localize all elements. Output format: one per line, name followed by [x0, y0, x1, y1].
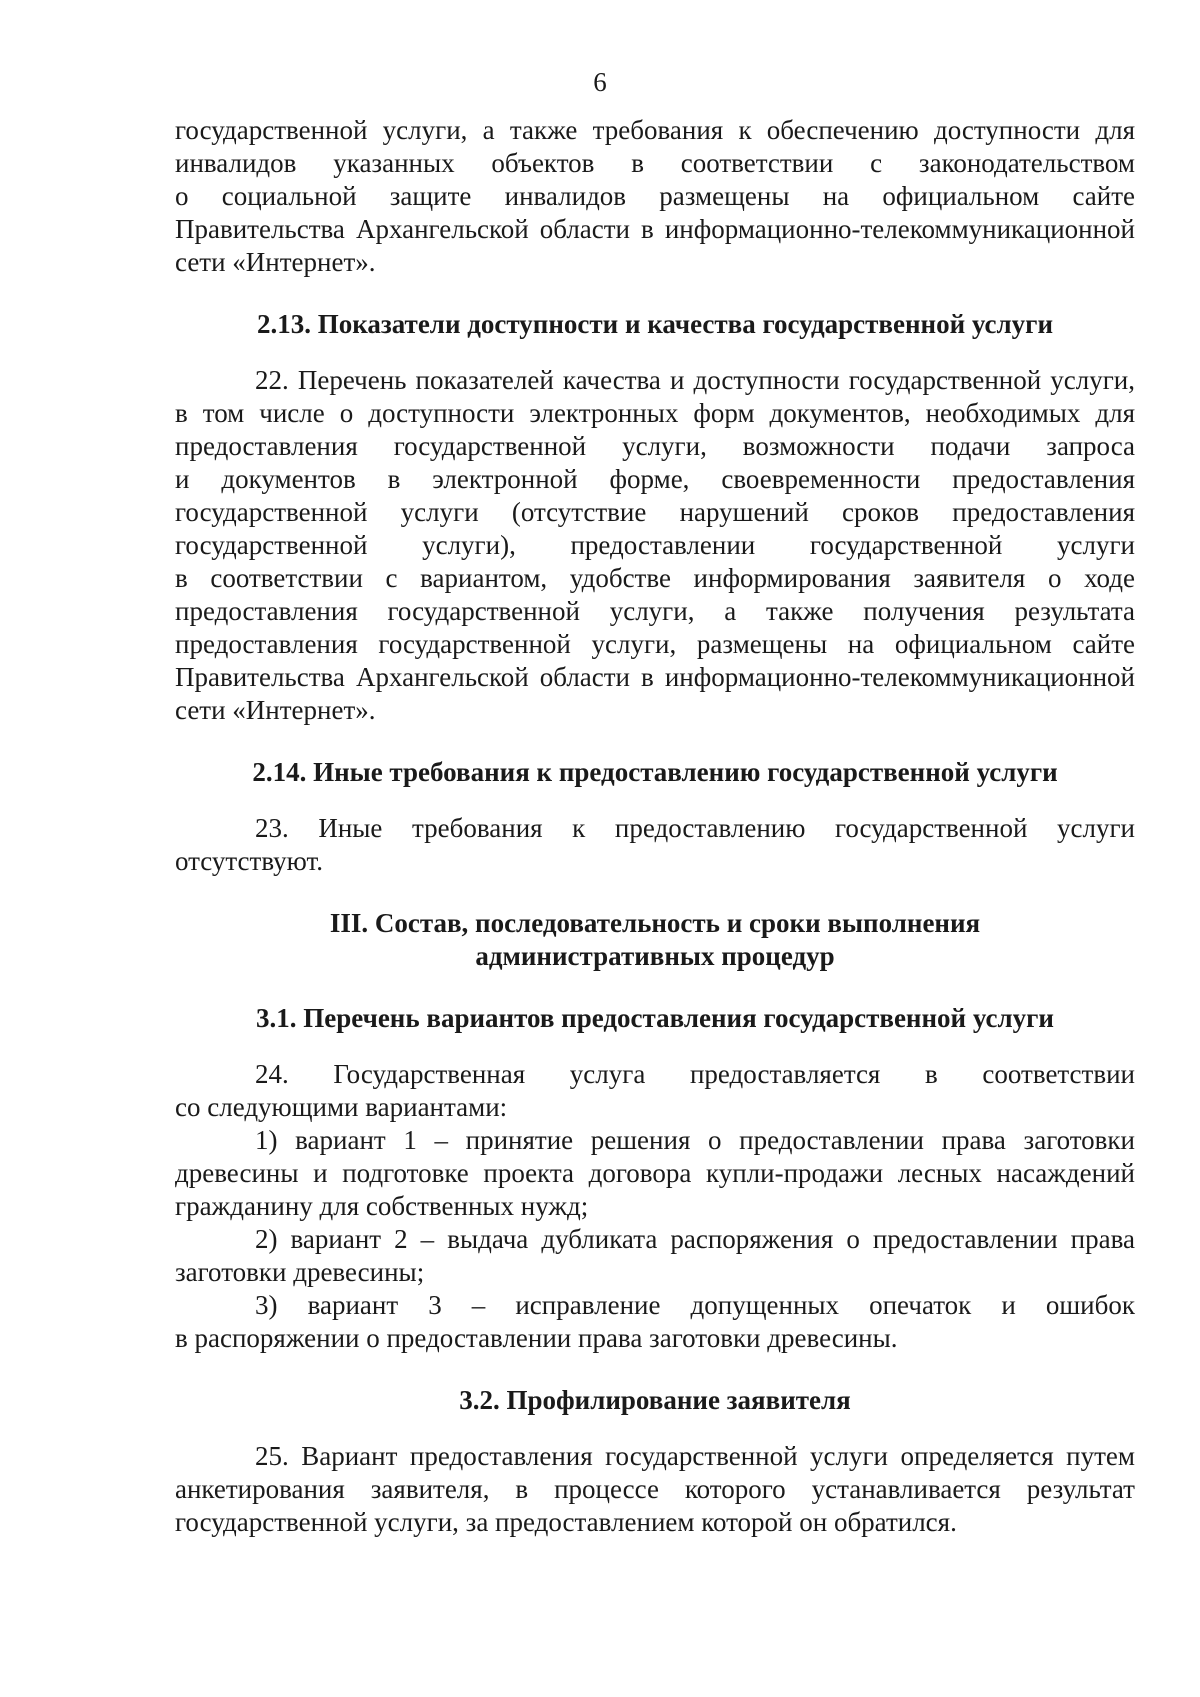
text-line: сети «Интернет». [175, 247, 376, 277]
text-line: заготовки древесины; [175, 1257, 425, 1287]
text-line: 2) вариант 2 – выдача дубликата распоряжения о предоставлении права [255, 1224, 1135, 1254]
text-line: предоставления государственной услуги, а также получения результата [175, 596, 1135, 626]
text-line: 3) вариант 3 – исправление допущенных опечаток и ошибок [255, 1290, 1135, 1320]
text-line: Правительства Архангельской области в информационно-телекоммуникационной [175, 214, 1135, 244]
text-line: государственной услуги, за предоставлением которой он обратился. [175, 1507, 957, 1537]
text-line: в том числе о доступности электронных форм документов, необходимых для [175, 398, 1135, 428]
text-line: 24. Государственная услуга предоставляется в соответствии [255, 1059, 1135, 1089]
heading-2-13: 2.13. Показатели доступности и качества государственной услуги [257, 309, 1053, 339]
paragraph-25 [175, 1440, 1135, 1539]
text-line: 1) вариант 1 – принятие решения о предоставлении права заготовки [255, 1125, 1135, 1155]
heading-3-2: 3.2. Профилирование заявителя [459, 1385, 851, 1415]
text-line: гражданину для собственных нужд; [175, 1191, 589, 1221]
text-line: государственной услуги), предоставлении государственной услуги [175, 530, 1135, 560]
list-item-variant-3 [175, 1289, 1135, 1355]
text-line: 25. Вариант предоставления государственной услуги определяется путем [255, 1441, 1135, 1471]
list-item-variant-1 [175, 1124, 1135, 1223]
text-line: предоставления государственной услуги, размещены на официальном сайте [175, 629, 1135, 659]
text-line: 22. Перечень показателей качества и доступности государственной услуги, [255, 365, 1135, 395]
paragraph-accessibility-requirements [175, 114, 1135, 279]
text-line: о социальной защите инвалидов размещены на официальном сайте [175, 181, 1135, 211]
text-line: древесины и подготовке проекта договора купли-продажи лесных насаждений [175, 1158, 1135, 1188]
text-line: 23. Иные требования к предоставлению государственной услуги [255, 813, 1135, 843]
text-line: предоставления государственной услуги, возможности подачи запроса [175, 431, 1135, 461]
heading-2-14: 2.14. Иные требования к предоставлению государственной услуги [252, 757, 1058, 787]
text-line: отсутствуют. [175, 846, 323, 876]
paragraph-23 [175, 812, 1135, 878]
text-line: сети «Интернет». [175, 695, 376, 725]
text-line: в соответствии с вариантом, удобстве информирования заявителя о ходе [175, 563, 1135, 593]
text-line: инвалидов указанных объектов в соответствии с законодательством [175, 148, 1135, 178]
section-heading-iii-line-2: административных процедур [475, 941, 835, 971]
paragraph-24 [175, 1058, 1135, 1124]
text-line: государственной услуги, а также требования к обеспечению доступности для [175, 115, 1135, 145]
heading-3-1: 3.1. Перечень вариантов предоставления государственной услуги [256, 1003, 1054, 1033]
text-line: Правительства Архангельской области в информационно-телекоммуникационной [175, 662, 1135, 692]
text-line: и документов в электронной форме, своевременности предоставления [175, 464, 1135, 494]
paragraph-22 [175, 364, 1135, 727]
text-line: в распоряжении о предоставлении права заготовки древесины. [175, 1323, 898, 1353]
document-body [175, 114, 1135, 1539]
text-line: анкетирования заявителя, в процессе которого устанавливается результат [175, 1474, 1135, 1504]
text-line: государственной услуги (отсутствие нарушений сроков предоставления [175, 497, 1135, 527]
text-line: со следующими вариантами: [175, 1092, 508, 1122]
section-heading-iii-line-1: III. Состав, последовательность и сроки выполнения [329, 908, 981, 938]
page-number: 6 [593, 67, 607, 97]
list-item-variant-2 [175, 1223, 1135, 1289]
